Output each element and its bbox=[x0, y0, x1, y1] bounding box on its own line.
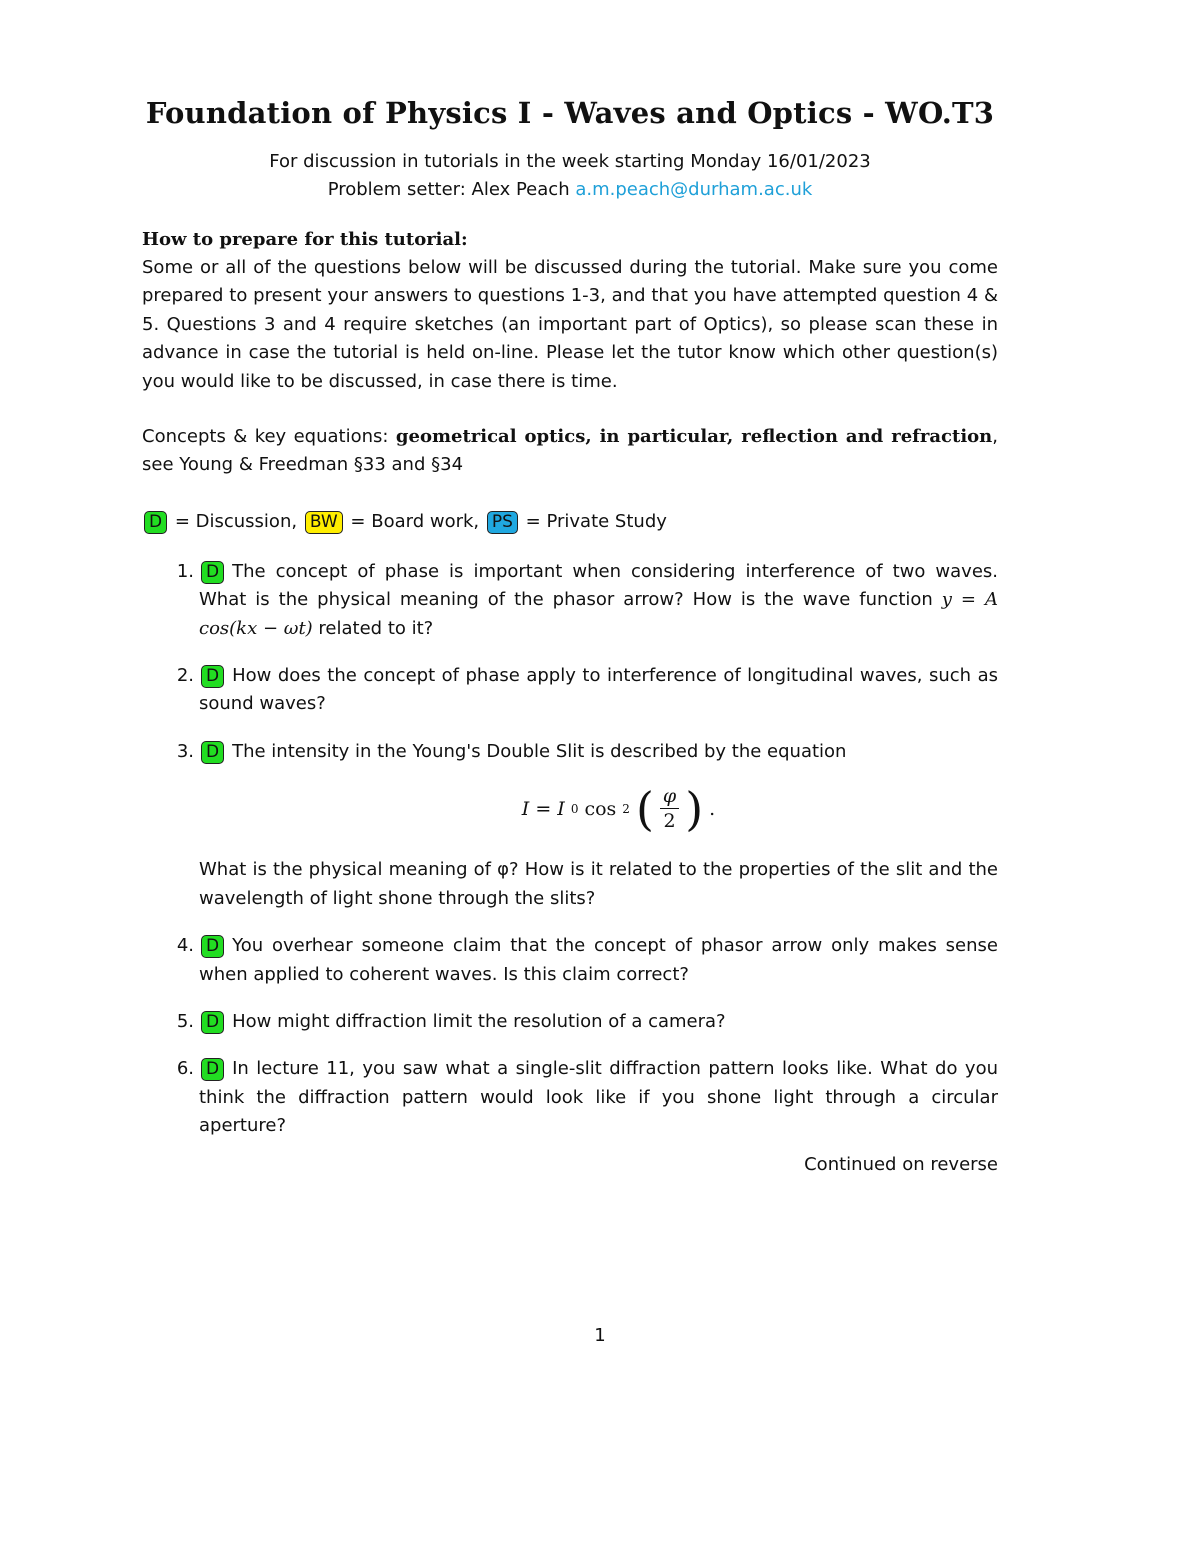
tag-legend bbox=[142, 508, 998, 536]
wave-function-math: y = A cos(kx − ωt) bbox=[199, 589, 998, 639]
concepts-paragraph bbox=[142, 423, 998, 480]
question-item bbox=[142, 1008, 998, 1036]
document-page bbox=[142, 96, 998, 1175]
legend-private-study-text: = Private Study bbox=[525, 510, 667, 532]
equation-superscript: 2 bbox=[622, 801, 630, 816]
question-number: 4. bbox=[176, 935, 194, 957]
question-body bbox=[199, 1008, 998, 1036]
question-number: 3. bbox=[176, 740, 194, 762]
page-title: Foundation of Physics I - Waves and Optics - WO.T3 bbox=[145, 96, 995, 130]
question-text: How might diffraction limit the resolution of a camera? bbox=[232, 1010, 726, 1032]
question-text: You overhear someone claim that the concept of phasor arrow only makes sense when applied to coherent waves. Is this claim correct? bbox=[199, 935, 998, 985]
question-body bbox=[199, 932, 998, 989]
question-number: 6. bbox=[176, 1058, 194, 1080]
legend-discussion-tag: D bbox=[144, 511, 167, 534]
setter-email-link[interactable]: a.m.peach@durham.ac.uk bbox=[575, 179, 813, 200]
question-body bbox=[199, 738, 998, 766]
discussion-tag: D bbox=[201, 1011, 224, 1034]
subtitle-block bbox=[142, 148, 998, 204]
equation-right-paren: ) bbox=[685, 781, 704, 836]
prepare-paragraph: Some or all of the questions below will be discussed during the tutorial. Make sure you come prepared to present your answers to questions 1-3, and that you have attempted question 4 & 5. Questions 3 and 4 require sketches (an important part of Optics), so please scan these in advance in case the tutorial is held on-line. Please let the tutor know which other question(s) you would like to be discussed, in case there is time. bbox=[142, 257, 998, 392]
question-item bbox=[142, 558, 998, 643]
discussion-tag: D bbox=[201, 561, 224, 584]
fraction-numerator: φ bbox=[660, 784, 679, 809]
question-item bbox=[142, 738, 998, 913]
question-item bbox=[142, 1055, 998, 1140]
question-body bbox=[199, 662, 998, 719]
equation-left-paren: ( bbox=[635, 781, 654, 836]
continued-note: Continued on reverse bbox=[804, 1153, 998, 1175]
legend-boardwork-tag: BW bbox=[305, 511, 343, 534]
question-text: The concept of phase is important when considering interference of two waves. What is the physical meaning of the phasor arrow? How is the wave function bbox=[199, 560, 998, 611]
question-text: In lecture 11, you saw what a single-slit diffraction pattern looks like. What do you think the diffraction pattern would look like if you shone light through a circular aperture? bbox=[199, 1058, 998, 1137]
prepare-heading: How to prepare for this tutorial: bbox=[142, 229, 468, 250]
fraction-denominator: 2 bbox=[663, 810, 676, 833]
question-body bbox=[199, 558, 998, 643]
question-text: The intensity in the Young's Double Slit is described by the equation bbox=[232, 740, 847, 762]
question-text-end: related to it? bbox=[312, 617, 434, 639]
question-number: 5. bbox=[176, 1010, 194, 1032]
discussion-tag: D bbox=[201, 1058, 224, 1081]
problem-setter-label: Problem setter: Alex Peach bbox=[327, 179, 570, 200]
question-item bbox=[142, 662, 998, 719]
concepts-prefix: Concepts & key equations: bbox=[142, 426, 389, 448]
equation-subscript: 0 bbox=[570, 801, 579, 816]
question-body bbox=[199, 1055, 998, 1140]
legend-boardwork-text: = Board work, bbox=[350, 510, 480, 532]
equation-fraction bbox=[660, 784, 679, 833]
equation-period: . bbox=[709, 797, 716, 820]
equation-cos: cos bbox=[584, 797, 617, 820]
legend-private-study-tag: PS bbox=[487, 511, 518, 534]
question-item bbox=[142, 932, 998, 989]
legend-discussion-text: = Discussion, bbox=[174, 510, 298, 532]
page-number: 1 bbox=[594, 1325, 606, 1346]
intensity-equation bbox=[199, 781, 998, 842]
question-number: 1. bbox=[176, 560, 194, 582]
concepts-bold: geometrical optics, in particular, reflection and refraction bbox=[395, 426, 993, 448]
concepts-suffix: , see Young & Freedman §33 and §34 bbox=[142, 426, 998, 476]
question-number: 2. bbox=[176, 665, 194, 687]
tutorial-week-line: For discussion in tutorials in the week starting Monday 16/01/2023 bbox=[269, 151, 871, 172]
question-text: How does the concept of phase apply to interference of longitudinal waves, such as sound waves? bbox=[199, 665, 998, 715]
question-list bbox=[142, 558, 998, 1141]
problem-setter-line bbox=[142, 176, 998, 204]
equation-lhs: I = I bbox=[521, 797, 565, 820]
question-followup: What is the physical meaning of φ? How is it related to the properties of the slit and the wavelength of light shone through the slits? bbox=[199, 859, 998, 909]
discussion-tag: D bbox=[201, 935, 224, 958]
discussion-tag: D bbox=[201, 741, 224, 764]
discussion-tag: D bbox=[201, 665, 224, 688]
